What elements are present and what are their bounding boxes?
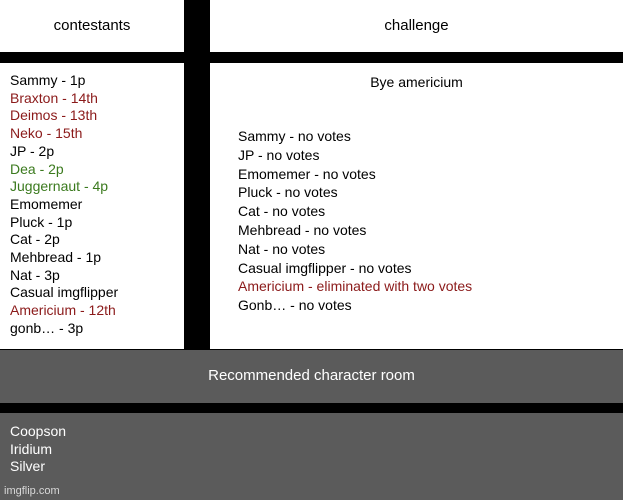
vote-item: Pluck - no votes xyxy=(238,184,338,201)
challenge-header-label: challenge xyxy=(384,17,449,34)
vote-item: Americium - eliminated with two votes xyxy=(238,278,473,295)
character-item: Coopson xyxy=(10,423,67,439)
contestant-item: Emomemer xyxy=(10,195,83,212)
contestant-item: Juggernaut - 4p xyxy=(10,178,109,195)
recommended-list xyxy=(10,423,66,476)
contestant-item: Sammy - 1p xyxy=(10,72,86,88)
contestant-item: JP - 2p xyxy=(10,142,55,159)
contestants-header xyxy=(0,0,184,52)
character-item: Iridium xyxy=(10,440,53,457)
vote-item: Emomemer - no votes xyxy=(238,165,376,182)
challenge-panel xyxy=(210,63,623,349)
vote-item: Mehbread - no votes xyxy=(238,221,367,238)
contestant-item: gonb… - 3p xyxy=(10,319,84,336)
challenge-title: Bye americium xyxy=(370,74,463,90)
contestant-item: Cat - 2p xyxy=(10,231,60,248)
contestant-item: Americium - 12th xyxy=(10,302,116,319)
recommended-title: Recommended character room xyxy=(208,367,415,384)
contestants-header-label: contestants xyxy=(53,17,131,34)
contestant-item: Deimos - 13th xyxy=(10,107,98,124)
contestant-item: Nat - 3p xyxy=(10,266,60,283)
vote-item: Sammy - no votes xyxy=(238,128,351,144)
recommended-panel xyxy=(0,413,623,500)
vote-item: Gonb… - no votes xyxy=(238,297,352,314)
imgflip-watermark: imgflip.com xyxy=(4,485,60,497)
vote-item: Cat - no votes xyxy=(238,203,326,220)
contestant-item: Dea - 2p xyxy=(10,160,64,177)
challenge-header xyxy=(210,0,623,52)
contestant-item: Casual imgflipper xyxy=(10,284,119,301)
contestant-item: Braxton - 14th xyxy=(10,89,98,106)
contestant-item: Mehbread - 1p xyxy=(10,249,102,266)
contestant-item: Neko - 15th xyxy=(10,125,83,142)
vote-item: JP - no votes xyxy=(238,146,320,163)
recommended-header xyxy=(0,350,623,403)
contestants-panel xyxy=(0,63,184,349)
contestant-item: Pluck - 1p xyxy=(10,213,73,230)
character-item: Silver xyxy=(10,458,46,475)
votes-list xyxy=(238,127,472,315)
contestants-list xyxy=(10,72,118,338)
vote-item: Nat - no votes xyxy=(238,240,326,257)
vote-item: Casual imgflipper - no votes xyxy=(238,259,412,276)
